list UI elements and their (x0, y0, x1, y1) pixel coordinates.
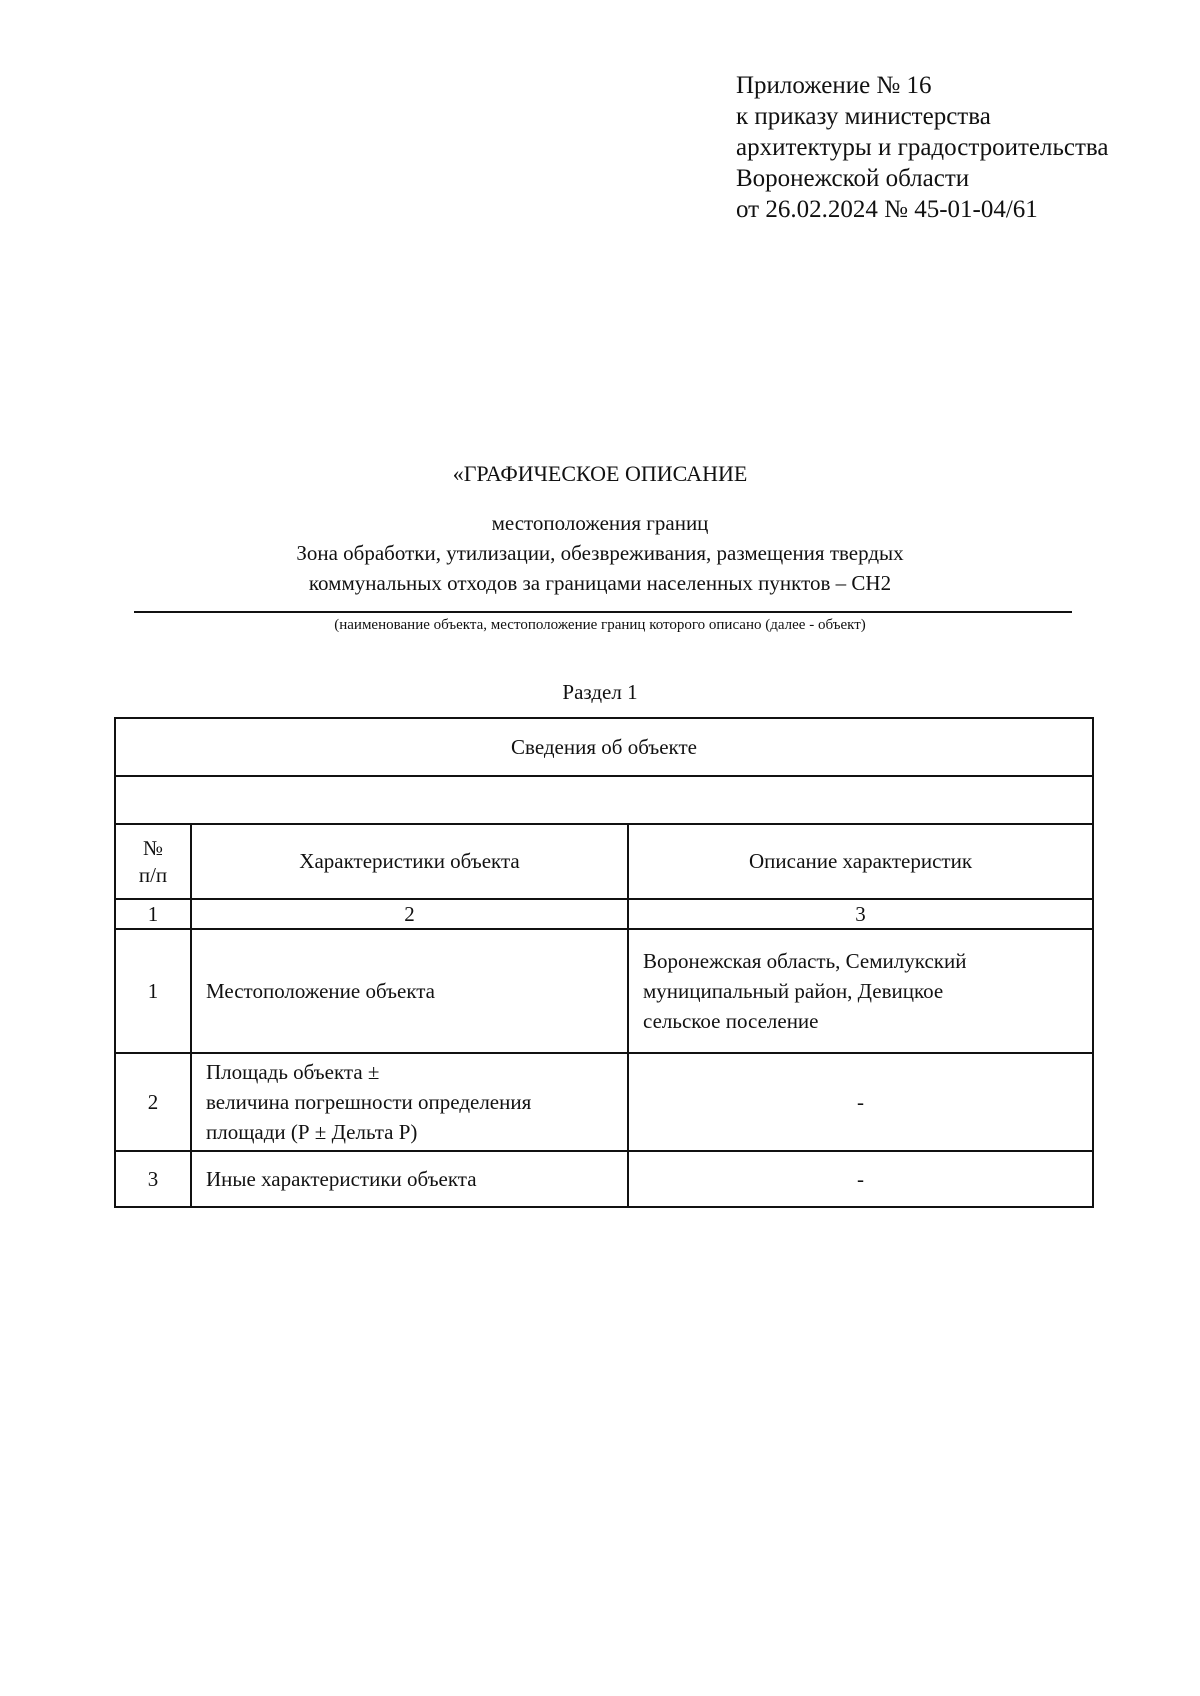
row-characteristic-line: Местоположение объекта (206, 979, 436, 1003)
object-name-caption: (наименование объекта, местоположение границ которого описано (далее - объект) (334, 617, 866, 633)
appendix-line: архитектуры и градостроительства (736, 134, 1109, 161)
column-header-characteristics: Характеристики объекта (191, 824, 628, 899)
appendix-line: Приложение № 16 (736, 72, 932, 99)
object-name-line: Зона обработки, утилизации, обезвреживания, размещения твердых (296, 541, 904, 565)
table-row (115, 1053, 1093, 1151)
row-description-line: Воронежская область, Семилукский (643, 949, 967, 973)
column-header-num-line: п/п (138, 862, 168, 887)
row-description-line: сельское поселение (643, 1009, 819, 1033)
row-characteristic (191, 1053, 628, 1151)
column-header-num (115, 824, 191, 899)
row-characteristic (191, 929, 628, 1053)
row-number: 2 (115, 1053, 191, 1151)
row-characteristic-line: площади (Р ± Дельта Р) (206, 1120, 418, 1144)
row-characteristic-line: Площадь объекта ± (206, 1060, 380, 1084)
row-number: 1 (115, 929, 191, 1053)
table-header-row (115, 718, 1093, 776)
row-characteristic-line: Иные характеристики объекта (206, 1167, 477, 1191)
row-number: 3 (115, 1151, 191, 1207)
table-empty-cell (115, 776, 1093, 824)
column-header-num-line: № (142, 835, 164, 860)
index-cell: 1 (115, 899, 191, 929)
section-title: Раздел 1 (562, 680, 638, 704)
row-characteristic-line: величина погрешности определения (206, 1090, 532, 1114)
column-header-description: Описание характеристик (628, 824, 1093, 899)
object-info-table (114, 717, 1094, 1208)
row-description (628, 929, 1093, 1053)
appendix-block (736, 70, 1108, 225)
appendix-line: к приказу министерства (736, 103, 991, 130)
table-row (115, 1151, 1093, 1207)
table-row (115, 929, 1093, 1053)
object-name-line: коммунальных отходов за границами населенных пунктов – СН2 (308, 571, 892, 595)
appendix-line: от 26.02.2024 № 45-01-04/61 (736, 196, 1038, 223)
row-description-line: - (857, 1089, 864, 1114)
index-cell: 2 (191, 899, 628, 929)
row-description (628, 1151, 1093, 1207)
table-index-row (115, 899, 1093, 929)
document-subtitle: местоположения границ (491, 511, 709, 535)
title-underline (134, 611, 1072, 613)
index-cell: 3 (628, 899, 1093, 929)
table-empty-row (115, 776, 1093, 824)
appendix-line: Воронежской области (736, 165, 970, 192)
row-description-line: - (857, 1166, 864, 1191)
table-column-headers (115, 824, 1093, 899)
document-title: «ГРАФИЧЕСКОЕ ОПИСАНИЕ (452, 461, 748, 486)
row-description (628, 1053, 1093, 1151)
table-header: Сведения об объекте (115, 718, 1093, 776)
row-characteristic (191, 1151, 628, 1207)
row-description-line: муниципальный район, Девицкое (643, 979, 944, 1003)
